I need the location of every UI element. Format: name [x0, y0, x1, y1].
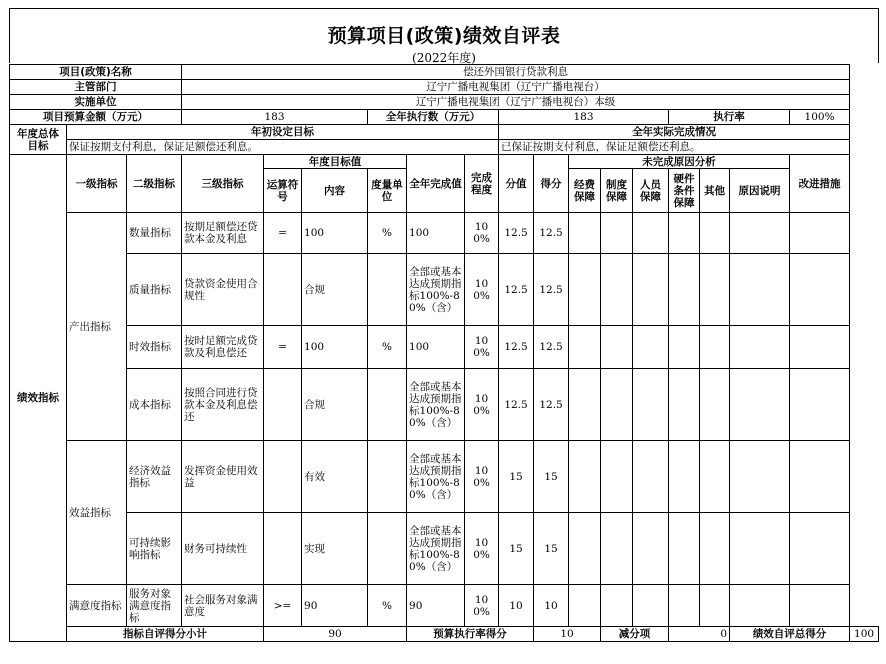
cell-empty: [790, 585, 850, 627]
cell-empty: [730, 369, 790, 441]
cell-unit: %: [368, 585, 407, 627]
cell-content: 合规: [302, 369, 368, 441]
cell-op: [264, 369, 302, 441]
header-unit: 度量单位: [368, 169, 407, 213]
cell-empty: [730, 254, 790, 326]
group-output: 产出指标: [67, 213, 127, 441]
header-lvl2: 二级指标: [127, 155, 182, 213]
cell-unit: [368, 254, 407, 326]
cell-score: 10: [534, 585, 569, 627]
cell-lvl3: 贷款资金使用合规性: [182, 254, 264, 326]
row-unit: [10, 95, 879, 110]
project-name-value: 偿还外国银行贷款利息: [182, 65, 850, 80]
cell-val: 12.5: [499, 213, 534, 254]
goal-actual-value: 已保证按期支付利息，保证足额偿还利息。: [499, 140, 850, 155]
budget-value: 183: [182, 110, 368, 125]
cell-empty: [790, 213, 850, 254]
cell-score: 12.5: [534, 326, 569, 369]
cell-done: 全部或基本达成预期指标100%-80%（含）: [407, 369, 465, 441]
table-row: [10, 326, 879, 369]
page-subtitle-year: (2022年度): [412, 51, 476, 65]
cell-empty: [730, 213, 790, 254]
header-score-val: 分值: [499, 155, 534, 213]
cell-empty: [790, 513, 850, 585]
goal-initial-label: 年初设定目标: [67, 125, 499, 140]
cell-empty: [790, 326, 850, 369]
cell-empty: [700, 441, 730, 513]
table-row: [10, 254, 879, 326]
cell-lvl2: 质量指标: [127, 254, 182, 326]
row-footer: [10, 627, 879, 642]
cell-op: >=: [264, 585, 302, 627]
cell-empty: [700, 585, 730, 627]
rate-label: 执行率: [669, 110, 790, 125]
cell-op: [264, 513, 302, 585]
cell-content: 实现: [302, 513, 368, 585]
rate-value: 100%: [790, 110, 850, 125]
budget-score-label: 预算执行率得分: [407, 627, 534, 642]
cell-unit: %: [368, 213, 407, 254]
group-benefit: 效益指标: [67, 441, 127, 585]
cell-empty: [700, 369, 730, 441]
header-reason-sys: 制度保障: [601, 169, 633, 213]
cell-empty: [669, 441, 700, 513]
cell-lvl3: 财务可持续性: [182, 513, 264, 585]
dept-label: 主管部门: [10, 80, 182, 95]
cell-empty: [569, 326, 601, 369]
table-row: [10, 369, 879, 441]
total-label: 绩效自评总得分: [730, 627, 850, 642]
deduct-value: 0: [669, 627, 730, 642]
table-row: [10, 213, 879, 254]
cell-val: 12.5: [499, 326, 534, 369]
cell-empty: [633, 441, 669, 513]
cell-content: 合规: [302, 254, 368, 326]
cell-empty: [700, 326, 730, 369]
cell-done: 全部或基本达成预期指标100%-80%（含）: [407, 254, 465, 326]
goal-label: 年度总体目标: [10, 125, 67, 155]
cell-val: 15: [499, 441, 534, 513]
cell-empty: [669, 254, 700, 326]
cell-unit: [368, 513, 407, 585]
cell-empty: [669, 326, 700, 369]
cell-content: 100: [302, 213, 368, 254]
cell-empty: [633, 213, 669, 254]
cell-op: [264, 254, 302, 326]
title-block: [9, 8, 879, 63]
cell-empty: [790, 254, 850, 326]
cell-empty: [700, 213, 730, 254]
cell-empty: [790, 441, 850, 513]
cell-empty: [669, 213, 700, 254]
cell-empty: [730, 585, 790, 627]
cell-empty: [569, 441, 601, 513]
cell-empty: [601, 326, 633, 369]
page-title: 预算项目(政策)绩效自评表: [327, 25, 561, 47]
cell-val: 12.5: [499, 369, 534, 441]
cell-empty: [700, 254, 730, 326]
row-header-top: [10, 155, 879, 169]
cell-content: 100: [302, 326, 368, 369]
cell-degree: 100%: [465, 326, 499, 369]
header-done: 全年完成值: [407, 155, 465, 213]
cell-empty: [730, 441, 790, 513]
cell-val: 15: [499, 513, 534, 585]
unit-label: 实施单位: [10, 95, 182, 110]
header-reason-other: 其他: [700, 169, 730, 213]
row-dept: [10, 80, 879, 95]
cell-score: 12.5: [534, 254, 569, 326]
header-op: 运算符号: [264, 169, 302, 213]
row-goal-header: [10, 125, 879, 140]
subtotal-value: 90: [264, 627, 407, 642]
cell-lvl3: 按期足额偿还贷款本金及利息: [182, 213, 264, 254]
cell-lvl2: 数量指标: [127, 213, 182, 254]
cell-score: 15: [534, 513, 569, 585]
header-degree: 完成程度: [465, 155, 499, 213]
exec-label: 全年执行数（万元）: [368, 110, 499, 125]
header-improve: 改进措施: [790, 155, 850, 213]
group-satisfaction: 满意度指标: [67, 585, 127, 627]
cell-done: 100: [407, 326, 465, 369]
header-reason-desc: 原因说明: [730, 169, 790, 213]
cell-empty: [601, 441, 633, 513]
header-reason-staff: 人员保障: [633, 169, 669, 213]
table-row: [10, 441, 879, 513]
budget-score-value: 10: [534, 627, 601, 642]
header-reasons: 未完成原因分析: [569, 155, 790, 169]
cell-empty: [569, 513, 601, 585]
cell-unit: [368, 369, 407, 441]
header-score: 得分: [534, 155, 569, 213]
subtotal-label: 指标自评得分小计: [67, 627, 264, 642]
cell-lvl3: 按时足额完成贷款及利息偿还: [182, 326, 264, 369]
cell-empty: [569, 254, 601, 326]
cell-score: 12.5: [534, 213, 569, 254]
cell-degree: 100%: [465, 513, 499, 585]
header-lvl3: 三级指标: [182, 155, 264, 213]
exec-value: 183: [499, 110, 669, 125]
deduct-label: 减分项: [601, 627, 669, 642]
cell-empty: [601, 369, 633, 441]
evaluation-table: [9, 64, 879, 642]
cell-empty: [601, 213, 633, 254]
cell-done: 全部或基本达成预期指标100%-80%（含）: [407, 513, 465, 585]
cell-degree: 100%: [465, 585, 499, 627]
cell-lvl2: 经济效益指标: [127, 441, 182, 513]
cell-lvl3: 按照合同进行贷款本金及利息偿还: [182, 369, 264, 441]
header-lvl1: 一级指标: [67, 155, 127, 213]
project-name-label: 项目(政策)名称: [10, 65, 182, 80]
cell-lvl2: 时效指标: [127, 326, 182, 369]
cell-empty: [700, 513, 730, 585]
cell-content: 有效: [302, 441, 368, 513]
cell-done: 100: [407, 213, 465, 254]
goal-actual-label: 全年实际完成情况: [499, 125, 850, 140]
cell-lvl2: 成本指标: [127, 369, 182, 441]
perf-label: 绩效指标: [10, 155, 67, 642]
cell-empty: [669, 369, 700, 441]
header-reason-hw: 硬件条件保障: [669, 169, 700, 213]
cell-empty: [633, 254, 669, 326]
cell-empty: [569, 213, 601, 254]
cell-empty: [601, 585, 633, 627]
total-value: 100: [850, 627, 879, 642]
cell-done: 全部或基本达成预期指标100%-80%（含）: [407, 441, 465, 513]
row-budget: [10, 110, 879, 125]
cell-unit: [368, 441, 407, 513]
cell-empty: [601, 254, 633, 326]
header-reason-fund: 经费保障: [569, 169, 601, 213]
cell-op: =: [264, 326, 302, 369]
cell-degree: 100%: [465, 254, 499, 326]
cell-val: 12.5: [499, 254, 534, 326]
cell-empty: [569, 369, 601, 441]
cell-empty: [669, 585, 700, 627]
cell-unit: %: [368, 326, 407, 369]
evaluation-sheet: [9, 8, 879, 660]
cell-empty: [730, 513, 790, 585]
cell-lvl2: 可持续影响指标: [127, 513, 182, 585]
row-goal-values: [10, 140, 879, 155]
row-project-name: [10, 65, 879, 80]
cell-empty: [633, 369, 669, 441]
table-row: [10, 513, 879, 585]
cell-empty: [601, 513, 633, 585]
cell-degree: 100%: [465, 213, 499, 254]
cell-empty: [633, 326, 669, 369]
cell-content: 90: [302, 585, 368, 627]
cell-empty: [669, 513, 700, 585]
cell-empty: [730, 326, 790, 369]
cell-op: [264, 441, 302, 513]
cell-done: 90: [407, 585, 465, 627]
cell-lvl3: 发挥资金使用效益: [182, 441, 264, 513]
cell-empty: [790, 369, 850, 441]
budget-label: 项目预算金额（万元）: [10, 110, 182, 125]
cell-lvl3: 社会服务对象满意度: [182, 585, 264, 627]
table-row: [10, 585, 879, 627]
cell-score: 12.5: [534, 369, 569, 441]
cell-degree: 100%: [465, 441, 499, 513]
cell-empty: [633, 513, 669, 585]
cell-empty: [569, 585, 601, 627]
goal-initial-value: 保证按期支付利息，保证足额偿还利息。: [67, 140, 499, 155]
unit-value: 辽宁广播电视集团（辽宁广播电视台）本级: [182, 95, 850, 110]
cell-lvl2: 服务对象满意度指标: [127, 585, 182, 627]
cell-val: 10: [499, 585, 534, 627]
cell-score: 15: [534, 441, 569, 513]
header-content: 内容: [302, 169, 368, 213]
cell-empty: [633, 585, 669, 627]
cell-degree: 100%: [465, 369, 499, 441]
dept-value: 辽宁广播电视集团（辽宁广播电视台）: [182, 80, 850, 95]
header-target: 年度目标值: [264, 155, 407, 169]
cell-op: =: [264, 213, 302, 254]
